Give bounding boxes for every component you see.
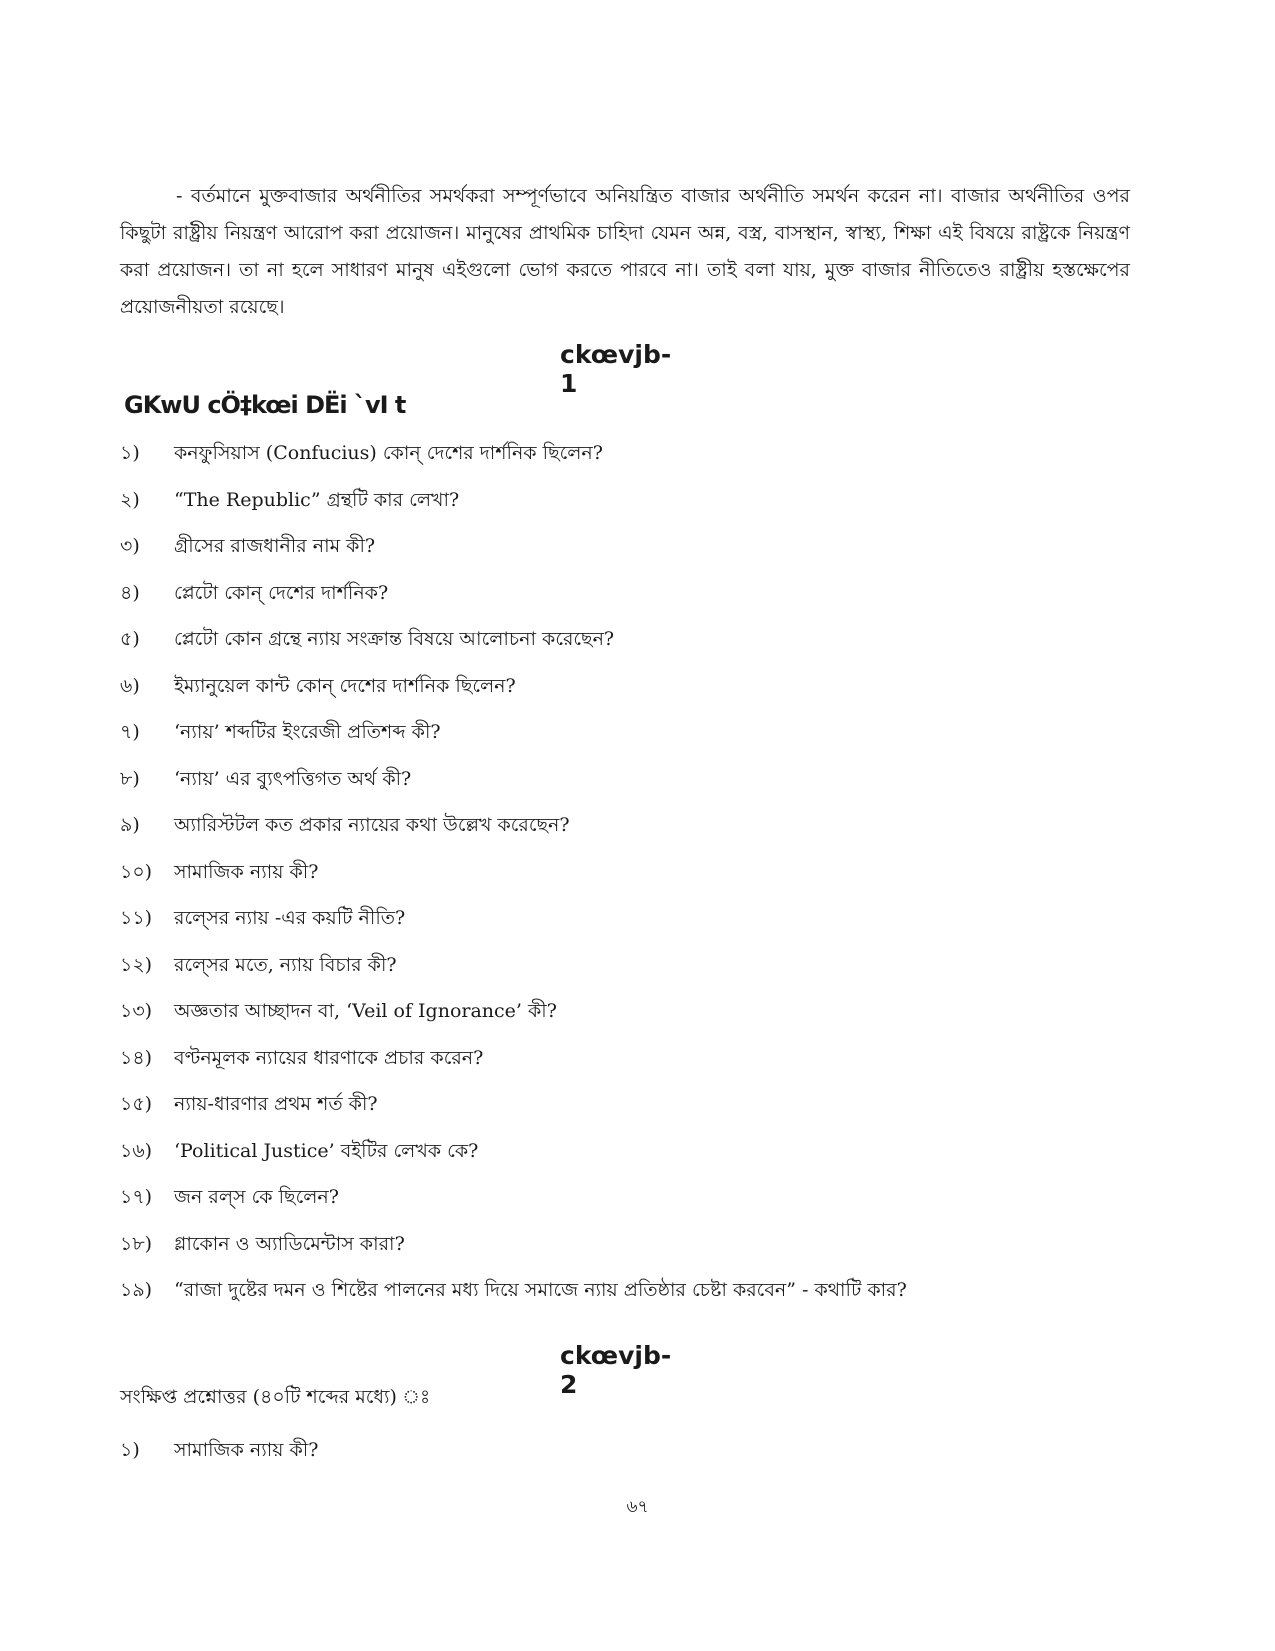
question-number: ১২) (120, 953, 153, 976)
question-number: ১) (120, 1439, 140, 1461)
question-number: ১১) (120, 907, 153, 930)
section-2-title: ckœvjb- 2 (560, 1341, 672, 1399)
question-item (120, 1269, 1150, 1316)
question-item (120, 990, 1150, 1037)
question-item (120, 572, 1150, 619)
question-text: প্লেটো কোন গ্রন্থে ন্যায় সংক্রান্ত বিষয়ে আলোচনা করেছেন? (174, 628, 615, 651)
question-text: বণ্টনমূলক ন্যায়ের ধারণাকে প্রচার করেন? (174, 1046, 484, 1069)
question-item (120, 432, 1150, 479)
question-item (120, 758, 1150, 805)
question-number: ৪) (120, 581, 140, 604)
question-text: সামাজিক ন্যায় কী? (174, 860, 319, 883)
intro-paragraph: - বর্তমানে মুক্তবাজার অর্থনীতির সমর্থকরা সম্পূর্ণভাবে অনিয়ন্ত্রিত বাজার অর্থনীতি সমর্থন করেন না। বাজার অর্থনীতির ওপর কিছুটা রাষ্ট্রীয় নিয়ন্ত্রণ আরোপ করা প্রয়োজন। মানুষের প্রাথমিক চাহিদা যেমন অন্ন, বস্ত্র, বাসস্থান, স্বাস্থ্য, শিক্ষা এই বিষয়ে রাষ্ট্রকে নিয়ন্ত্রণ করা প্রয়োজন। তা না হলে সাধারণ মানুষ এইগুলো ভোগ করতে পারবে না। তাই বলা যায়, মুক্ত বাজার নীতিতেও রাষ্ট্রীয় হস্তক্ষেপের প্রয়োজনীয়তা রয়েছে। (120, 185, 1130, 318)
section-2-question-list (120, 1430, 1150, 1474)
question-text: জন রল্স কে ছিলেন? (174, 1186, 339, 1209)
question-text: রল্সের মতে, ন্যায় বিচার কী? (174, 953, 397, 976)
question-text: “The Republic” গ্রন্থটি কার লেখা? (174, 488, 460, 511)
question-number: ৭) (120, 721, 140, 744)
question-item (120, 479, 1150, 526)
question-number: ১৯) (120, 1279, 153, 1302)
section-1-subheading: GKwU cÖ‡kœi DËi `vI t (124, 391, 406, 419)
question-number: ৫) (120, 628, 140, 651)
question-number: ৮) (120, 767, 140, 790)
page-number: ৬৭ (626, 1497, 649, 1517)
question-text: অ্যারিস্টটল কত প্রকার ন্যায়ের কথা উল্লেখ করেছেন? (174, 814, 570, 837)
question-number: ১০) (120, 860, 153, 883)
question-item (120, 665, 1150, 712)
question-text: ইম্যানুয়েল কান্ট কোন্ দেশের দার্শনিক ছিলেন? (174, 674, 516, 697)
question-number: ২) (120, 488, 140, 511)
question-number: ৩) (120, 535, 140, 558)
question-number: ১) (120, 442, 140, 465)
question-text: ‘Political Justice’ বইটির লেখক কে? (174, 1139, 479, 1162)
question-item (120, 1130, 1150, 1177)
question-text: সামাজিক ন্যায় কী? (174, 1439, 319, 1461)
section-2-heading: সংক্ষিপ্ত প্রশ্নোত্তর (৪০টি শব্দের মধ্যে) ঃ (120, 1386, 431, 1408)
section-1-question-list (120, 432, 1150, 1316)
question-number: ১৩) (120, 1000, 153, 1023)
question-item (120, 897, 1150, 944)
question-item (120, 1037, 1150, 1084)
question-text: ‘ন্যায়’ শব্দটির ইংরেজী প্রতিশব্দ কী? (174, 721, 441, 744)
question-item (120, 1430, 1150, 1474)
question-number: ৬) (120, 674, 140, 697)
question-text: কনফুসিয়াস (Confucius) কোন্ দেশের দার্শনিক ছিলেন? (174, 442, 603, 465)
question-item (120, 851, 1150, 898)
question-text: “রাজা দুষ্টের দমন ও শিষ্টের পালনের মধ্য দিয়ে সমাজে ন্যায় প্রতিষ্ঠার চেষ্টা করবেন” - কথাটি কার? (174, 1279, 907, 1302)
question-number: ১৮) (120, 1232, 153, 1255)
question-number: ১৭) (120, 1186, 153, 1209)
question-number: ৯) (120, 814, 140, 837)
question-item (120, 525, 1150, 572)
question-text: রল্সের ন্যায় -এর কয়টি নীতি? (174, 907, 406, 930)
question-text: অজ্ঞতার আচ্ছাদন বা, ‘Veil of Ignorance’ কী? (174, 1000, 557, 1023)
question-item (120, 804, 1150, 851)
question-item (120, 711, 1150, 758)
question-text: গ্লাকোন ও অ্যাডিমেন্টাস কারা? (174, 1232, 405, 1255)
section-1-title: ckœvjb- 1 (560, 340, 672, 398)
question-item (120, 1176, 1150, 1223)
question-number: ১৪) (120, 1046, 153, 1069)
question-text: প্লেটো কোন্ দেশের দার্শনিক? (174, 581, 389, 604)
question-item (120, 944, 1150, 991)
question-text: ‘ন্যায়’ এর ব্যুৎপত্তিগত অর্থ কী? (174, 767, 412, 790)
question-item (120, 618, 1150, 665)
question-number: ১৫) (120, 1093, 153, 1116)
question-item (120, 1083, 1150, 1130)
question-text: ন্যায়-ধারণার প্রথম শর্ত কী? (174, 1093, 378, 1116)
question-number: ১৬) (120, 1139, 153, 1162)
question-text: গ্রীসের রাজধানীর নাম কী? (174, 535, 376, 558)
question-item (120, 1223, 1150, 1270)
